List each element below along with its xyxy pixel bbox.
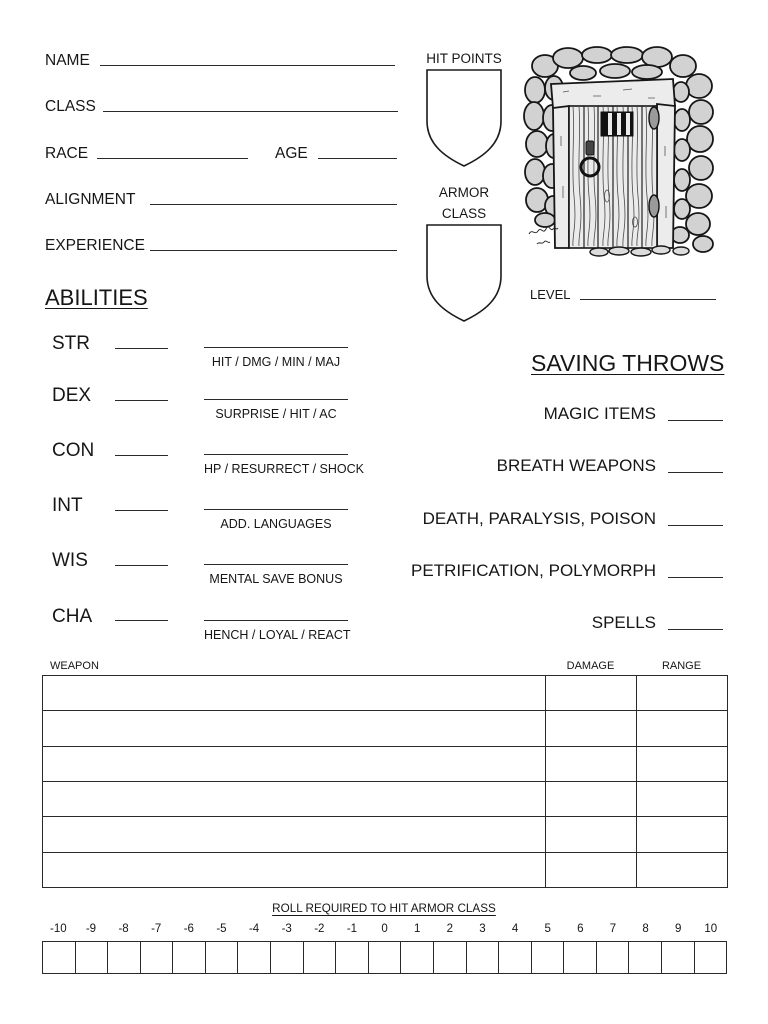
str-score-field[interactable] bbox=[115, 333, 168, 349]
weapon-range-cell[interactable] bbox=[637, 852, 728, 887]
cha-caption: HENCH / LOYAL / REACT bbox=[204, 628, 351, 642]
stone-doorway-icon bbox=[523, 46, 723, 258]
to-hit-roll-box[interactable] bbox=[695, 942, 728, 973]
armor-class-shield[interactable] bbox=[426, 224, 502, 322]
armor-class-label-line1: ARMOR bbox=[438, 185, 490, 200]
wis-score-field[interactable] bbox=[115, 550, 168, 566]
weapon-range-cell[interactable] bbox=[637, 781, 728, 816]
armor-class-number: -2 bbox=[314, 923, 325, 935]
str-label: STR bbox=[52, 333, 90, 354]
weapon-weapon-cell[interactable] bbox=[43, 676, 546, 711]
weapon-row bbox=[43, 711, 728, 746]
con-adjustments-field[interactable] bbox=[204, 439, 348, 455]
weapon-row bbox=[43, 676, 728, 711]
to-hit-roll-box[interactable] bbox=[304, 942, 337, 973]
name-field[interactable] bbox=[100, 50, 395, 66]
weapon-column-header: WEAPON bbox=[50, 660, 99, 672]
weapons-table-body bbox=[43, 676, 728, 888]
cha-adjustments-field[interactable] bbox=[204, 605, 348, 621]
armor-class-number: 5 bbox=[544, 923, 551, 935]
armor-class-number: 3 bbox=[479, 923, 486, 935]
breath-weapons-field[interactable] bbox=[668, 457, 723, 473]
weapon-range-cell[interactable] bbox=[637, 746, 728, 781]
weapon-damage-cell[interactable] bbox=[546, 711, 637, 746]
class-label: CLASS bbox=[45, 98, 96, 115]
to-hit-roll-box[interactable] bbox=[401, 942, 434, 973]
armor-class-number: -4 bbox=[248, 923, 260, 935]
level-field[interactable] bbox=[580, 284, 716, 300]
weapon-damage-cell[interactable] bbox=[546, 817, 637, 852]
race-field[interactable] bbox=[97, 143, 248, 159]
to-hit-roll-box[interactable] bbox=[108, 942, 141, 973]
cha-label: CHA bbox=[52, 606, 93, 627]
class-field[interactable] bbox=[103, 96, 398, 112]
to-hit-roll-box[interactable] bbox=[369, 942, 402, 973]
age-label: AGE bbox=[275, 145, 308, 162]
dex-adjustments-field[interactable] bbox=[204, 384, 348, 400]
experience-label: EXPERIENCE bbox=[45, 237, 145, 254]
weapon-damage-cell[interactable] bbox=[546, 676, 637, 711]
to-hit-roll-row bbox=[42, 941, 727, 974]
dex-caption: SURPRISE / HIT / AC bbox=[215, 407, 337, 421]
armor-class-number: 0 bbox=[381, 923, 388, 935]
con-caption: HP / RESURRECT / SHOCK bbox=[204, 462, 364, 476]
to-hit-heading: ROLL REQUIRED TO HIT ARMOR CLASS bbox=[272, 902, 496, 915]
weapon-range-cell[interactable] bbox=[637, 676, 728, 711]
spells-label: SPELLS bbox=[591, 613, 656, 632]
int-caption: ADD. LANGUAGES bbox=[220, 517, 332, 531]
to-hit-roll-box[interactable] bbox=[336, 942, 369, 973]
weapon-weapon-cell[interactable] bbox=[43, 852, 546, 887]
int-label: INT bbox=[52, 495, 83, 516]
str-caption: HIT / DMG / MIN / MAJ bbox=[211, 355, 341, 369]
armor-class-number-row bbox=[42, 924, 727, 936]
armor-class-number: -9 bbox=[85, 923, 97, 935]
to-hit-roll-box[interactable] bbox=[434, 942, 467, 973]
to-hit-roll-box[interactable] bbox=[141, 942, 174, 973]
weapon-range-cell[interactable] bbox=[637, 711, 728, 746]
weapon-damage-cell[interactable] bbox=[546, 746, 637, 781]
abilities-heading: ABILITIES bbox=[45, 285, 148, 310]
weapons-table bbox=[42, 675, 728, 888]
armor-class-number: 6 bbox=[577, 923, 584, 935]
range-column-header: RANGE bbox=[661, 660, 702, 672]
damage-column-header: DAMAGE bbox=[566, 660, 615, 672]
level-label: LEVEL bbox=[530, 287, 571, 302]
wis-adjustments-field[interactable] bbox=[204, 549, 348, 565]
weapon-row bbox=[43, 852, 728, 887]
int-adjustments-field[interactable] bbox=[204, 494, 348, 510]
petrification-polymorph-label: PETRIFICATION, POLYMORPH bbox=[411, 561, 656, 580]
armor-class-number: -5 bbox=[216, 923, 227, 935]
cha-score-field[interactable] bbox=[115, 605, 168, 621]
armor-class-number: -3 bbox=[281, 923, 292, 935]
to-hit-roll-box[interactable] bbox=[532, 942, 565, 973]
armor-class-number: -6 bbox=[183, 923, 194, 935]
wis-caption: MENTAL SAVE BONUS bbox=[209, 572, 343, 586]
armor-class-number: 2 bbox=[446, 923, 454, 935]
experience-field[interactable] bbox=[150, 235, 397, 251]
to-hit-roll-box[interactable] bbox=[173, 942, 206, 973]
armor-class-number: 10 bbox=[704, 923, 718, 935]
con-score-field[interactable] bbox=[115, 440, 168, 456]
name-label: NAME bbox=[45, 52, 90, 69]
to-hit-roll-box[interactable] bbox=[629, 942, 662, 973]
armor-class-number: -7 bbox=[151, 923, 162, 935]
weapon-row bbox=[43, 781, 728, 816]
hit-points-shield[interactable] bbox=[426, 69, 502, 167]
breath-weapons-label: BREATH WEAPONS bbox=[496, 456, 656, 475]
weapon-weapon-cell[interactable] bbox=[43, 711, 546, 746]
to-hit-roll-box[interactable] bbox=[271, 942, 304, 973]
int-score-field[interactable] bbox=[115, 495, 168, 511]
dex-score-field[interactable] bbox=[115, 385, 168, 401]
weapon-damage-cell[interactable] bbox=[546, 781, 637, 816]
to-hit-roll-box[interactable] bbox=[662, 942, 695, 973]
age-field[interactable] bbox=[318, 143, 397, 159]
saving-throws-heading: SAVING THROWS bbox=[531, 350, 725, 376]
weapon-row bbox=[43, 746, 728, 781]
to-hit-roll-box[interactable] bbox=[76, 942, 109, 973]
death-paralysis-poison-field[interactable] bbox=[668, 510, 723, 526]
dex-label: DEX bbox=[52, 385, 92, 406]
weapon-range-cell[interactable] bbox=[637, 817, 728, 852]
armor-class-number: 9 bbox=[674, 923, 682, 935]
armor-class-number: 7 bbox=[609, 923, 617, 935]
shield-outline-icon bbox=[426, 224, 502, 322]
to-hit-roll-box[interactable] bbox=[467, 942, 500, 973]
weapon-weapon-cell[interactable] bbox=[43, 817, 546, 852]
armor-class-label-line2: CLASS bbox=[441, 206, 487, 221]
to-hit-roll-box[interactable] bbox=[43, 942, 76, 973]
race-label: RACE bbox=[45, 145, 89, 162]
armor-class-number: 4 bbox=[511, 923, 519, 935]
alignment-field[interactable] bbox=[150, 189, 397, 205]
weapon-damage-cell[interactable] bbox=[546, 852, 637, 887]
to-hit-roll-box[interactable] bbox=[499, 942, 532, 973]
armor-class-number: -1 bbox=[346, 923, 358, 935]
death-paralysis-poison-label: DEATH, PARALYSIS, POISON bbox=[422, 509, 656, 528]
to-hit-roll-box[interactable] bbox=[564, 942, 597, 973]
alignment-label: ALIGNMENT bbox=[45, 191, 136, 208]
armor-class-number: -10 bbox=[50, 923, 67, 935]
weapon-weapon-cell[interactable] bbox=[43, 781, 546, 816]
weapon-weapon-cell[interactable] bbox=[43, 746, 546, 781]
weapon-row bbox=[43, 817, 728, 852]
str-adjustments-field[interactable] bbox=[204, 332, 348, 348]
armor-class-number: 8 bbox=[642, 923, 649, 935]
wis-label: WIS bbox=[52, 550, 88, 571]
shield-outline-icon bbox=[426, 69, 502, 167]
to-hit-roll-box[interactable] bbox=[206, 942, 239, 973]
magic-items-field[interactable] bbox=[668, 405, 723, 421]
armor-class-number: -8 bbox=[118, 923, 129, 935]
hit-points-label: HIT POINTS bbox=[426, 51, 502, 66]
petrification-polymorph-field[interactable] bbox=[668, 562, 723, 578]
con-label: CON bbox=[52, 440, 95, 461]
to-hit-roll-box[interactable] bbox=[597, 942, 630, 973]
magic-items-label: MAGIC ITEMS bbox=[543, 404, 656, 423]
armor-class-number: 1 bbox=[413, 923, 421, 935]
spells-field[interactable] bbox=[668, 614, 723, 630]
to-hit-roll-box[interactable] bbox=[238, 942, 271, 973]
